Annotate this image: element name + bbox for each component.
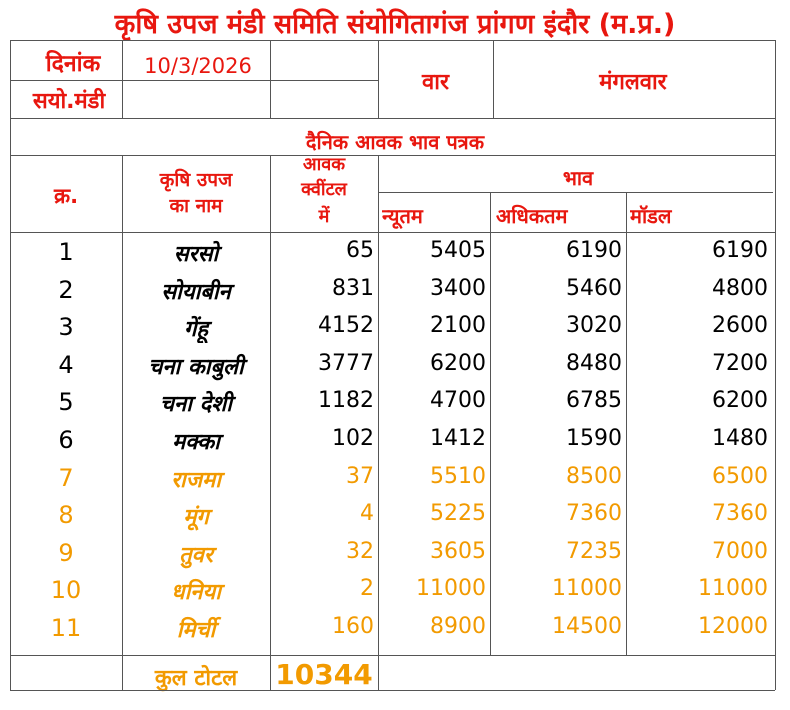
row-model: 7200: [712, 350, 768, 376]
row-model: 11000: [698, 576, 768, 602]
row-arrival: 1182: [318, 388, 374, 414]
row-arrival: 37: [346, 463, 374, 489]
row-max: 7235: [566, 538, 622, 564]
row-arrival: 3777: [318, 350, 374, 376]
row-min: 2100: [430, 313, 486, 339]
col-serial: क्र.: [53, 184, 79, 208]
grid-hline: [10, 40, 775, 41]
grid-hline: [10, 655, 775, 656]
row-serial: 2: [58, 275, 74, 304]
col-arrival-line1: आवक: [302, 154, 346, 175]
total-value: 10344: [275, 658, 373, 691]
row-model: 6190: [712, 238, 768, 263]
col-arrival-line2: क्वींटल: [301, 179, 347, 200]
row-model: 1480: [712, 426, 768, 451]
grid-vline: [270, 155, 271, 690]
row-model: 7000: [712, 538, 768, 564]
row-min: 5405: [430, 238, 486, 263]
row-crop: चना देशी: [160, 392, 232, 418]
grid-vline: [10, 40, 11, 690]
grid-hline: [10, 690, 775, 691]
grid-vline: [490, 192, 491, 655]
col-min: न्यूतम: [382, 204, 423, 228]
row-serial: 10: [50, 576, 82, 605]
row-arrival: 65: [346, 238, 374, 263]
row-crop: सोयाबीन: [161, 279, 231, 305]
grid-vline: [270, 40, 271, 118]
row-min: 3605: [430, 538, 486, 564]
row-crop: धनिया: [171, 580, 221, 606]
row-model: 6500: [712, 463, 768, 489]
total-label: कुल टोटल: [154, 666, 238, 691]
grid-vline: [378, 40, 379, 118]
row-min: 11000: [416, 576, 486, 602]
row-crop: तुवर: [179, 542, 213, 568]
row-max: 8500: [566, 463, 622, 489]
row-serial: 7: [58, 463, 74, 492]
grid-vline: [378, 155, 379, 690]
row-serial: 4: [58, 350, 74, 379]
row-crop: राजमा: [171, 467, 221, 493]
grid-hline: [10, 80, 378, 81]
row-max: 14500: [552, 614, 622, 639]
row-min: 5225: [430, 501, 486, 527]
row-max: 11000: [552, 576, 622, 602]
row-serial: 11: [50, 614, 82, 642]
col-arrival-line3: में: [318, 206, 330, 227]
row-model: 2600: [712, 313, 768, 339]
row-serial: 6: [58, 426, 74, 454]
row-max: 5460: [566, 275, 622, 301]
grid-hline: [10, 232, 775, 233]
row-min: 1412: [430, 426, 486, 451]
day-value: मंगलवार: [599, 70, 667, 95]
row-arrival: 831: [332, 275, 374, 301]
row-crop: सरसो: [173, 242, 219, 267]
row-max: 6785: [566, 388, 622, 414]
mandi-label: सयो.मंडी: [32, 89, 106, 114]
col-model: मॉडल: [630, 204, 672, 228]
date-value: 10/3/2026: [144, 54, 252, 78]
row-max: 1590: [566, 426, 622, 451]
grid-hline: [10, 118, 775, 119]
grid-vline: [626, 192, 627, 655]
col-crop-line1: कृषि उपज: [159, 169, 233, 191]
row-serial: 1: [58, 238, 74, 266]
row-arrival: 102: [332, 426, 374, 451]
row-max: 6190: [566, 238, 622, 263]
grid-hline: [378, 192, 773, 193]
date-label: दिनांक: [45, 51, 101, 77]
row-arrival: 4152: [318, 313, 374, 339]
grid-vline: [775, 40, 776, 690]
sheet-subtitle: दैनिक आवक भाव पत्रक: [305, 130, 485, 154]
grid-vline: [493, 40, 494, 118]
row-model: 6200: [712, 388, 768, 414]
row-crop: चना काबुली: [148, 354, 244, 380]
row-min: 4700: [430, 388, 486, 414]
row-model: 4800: [712, 275, 768, 301]
row-arrival: 4: [360, 501, 374, 527]
row-crop: मूंग: [183, 505, 209, 531]
day-label: वार: [422, 70, 449, 95]
row-min: 5510: [430, 463, 486, 489]
row-min: 6200: [430, 350, 486, 376]
row-arrival: 2: [360, 576, 374, 602]
row-serial: 5: [58, 388, 74, 417]
row-min: 8900: [430, 614, 486, 639]
row-serial: 3: [58, 313, 74, 342]
row-arrival: 32: [346, 538, 374, 564]
col-crop-line2: का नाम: [169, 195, 223, 217]
grid-vline: [122, 155, 123, 690]
grid-hline: [10, 155, 775, 156]
row-max: 8480: [566, 350, 622, 376]
row-max: 7360: [566, 501, 622, 527]
col-price-group: भाव: [562, 166, 594, 190]
row-model: 7360: [712, 501, 768, 527]
row-crop: मिर्ची: [176, 618, 216, 643]
grid-vline: [122, 40, 123, 118]
row-crop: मक्का: [172, 430, 220, 455]
row-model: 12000: [698, 614, 768, 639]
row-crop: गेंहू: [183, 317, 209, 343]
col-max: अधिकतम: [496, 204, 568, 228]
row-arrival: 160: [332, 614, 374, 639]
row-serial: 8: [58, 501, 74, 530]
row-min: 3400: [430, 275, 486, 301]
sheet-title: कृषि उपज मंडी समिति संयोगितागंज प्रांगण इंदौर (म.प्र.): [114, 9, 676, 40]
row-serial: 9: [58, 538, 74, 567]
row-max: 3020: [566, 313, 622, 339]
